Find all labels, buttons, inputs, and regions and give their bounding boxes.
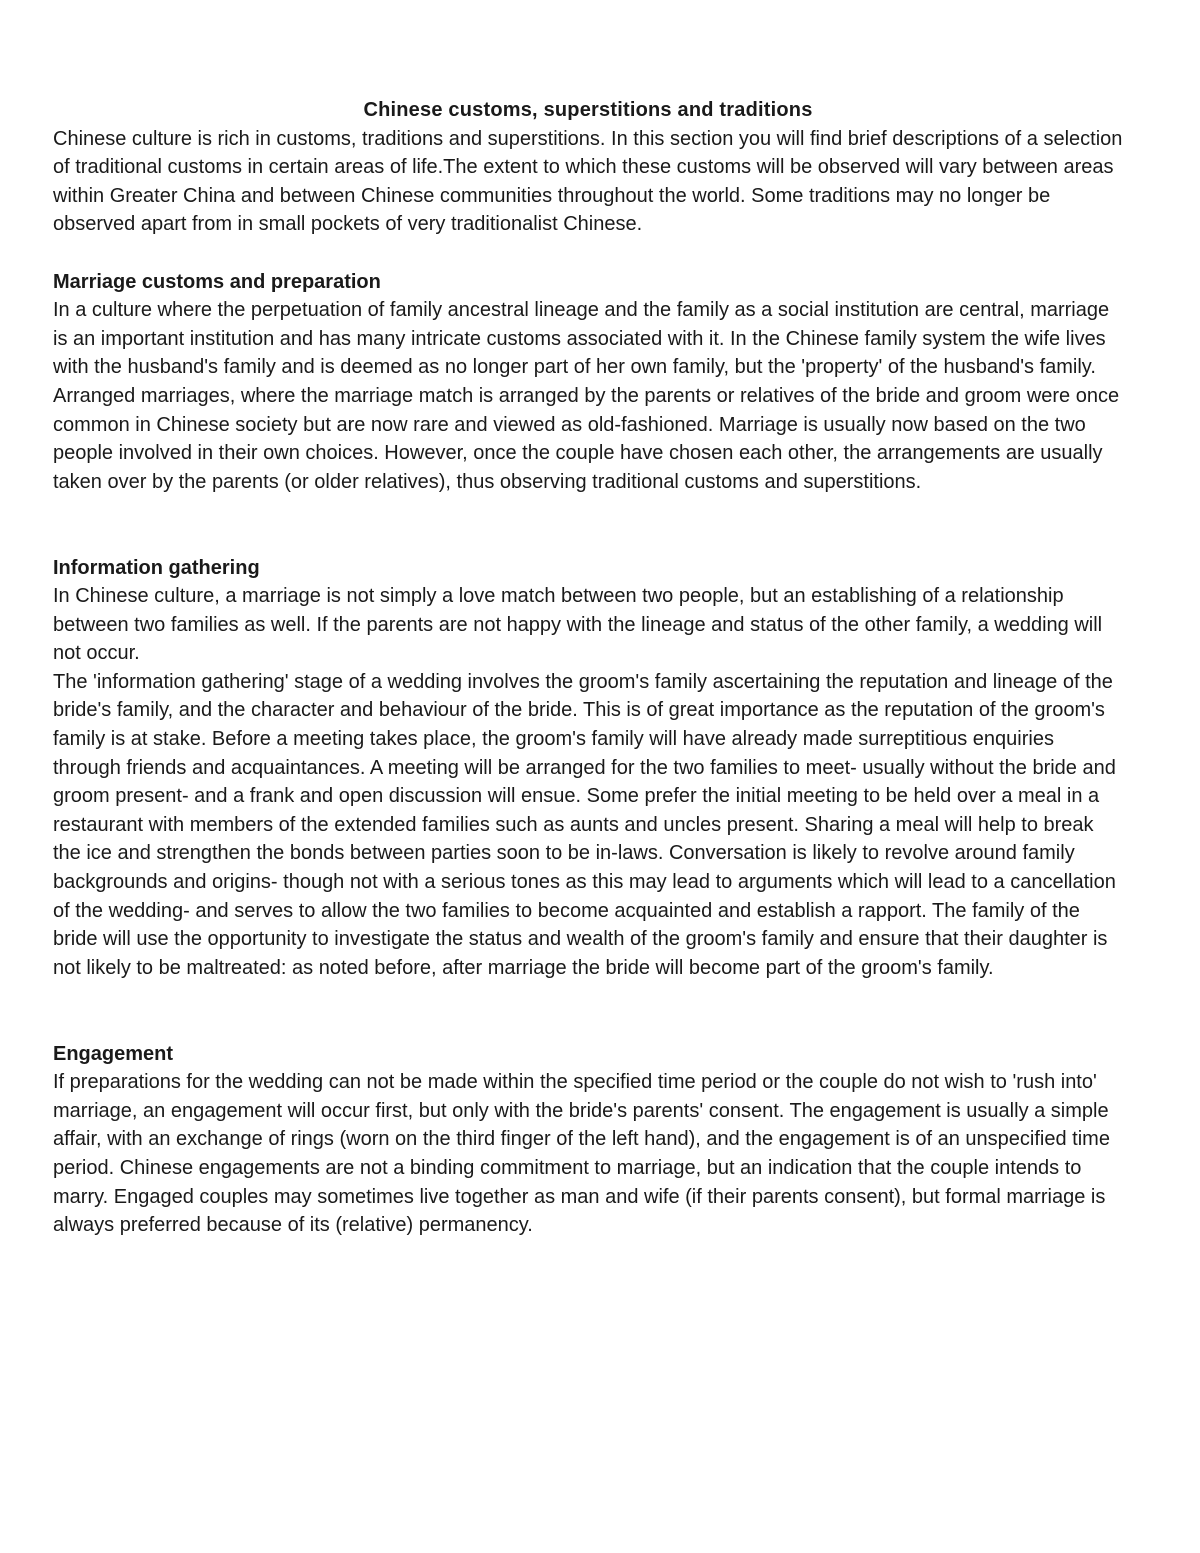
document-page xyxy=(53,96,1123,1240)
section-heading: Information gathering xyxy=(53,556,260,579)
section-information-gathering xyxy=(53,554,1123,983)
section-engagement xyxy=(53,1040,1123,1240)
spacer xyxy=(53,239,1123,268)
document-title: Chinese customs, superstitions and traditions xyxy=(363,99,813,121)
paragraph: In a culture where the perpetuation of family ancestral lineage and the family as a social institution are central, marriage is an important institution and has many intricate customs associated with it. In the Chinese family system the wife lives with the husband's family and is deemed as no longer part of her own family, but the 'property' of the husband's family. xyxy=(53,299,1110,379)
section-marriage-customs xyxy=(53,268,1123,497)
spacer xyxy=(53,982,1123,1039)
intro-paragraph: Chinese culture is rich in customs, traditions and superstitions. In this section you will find brief descriptions of a selection of traditional customs in certain areas of life.The extent to which these customs will be observed will vary between areas within Greater China and between Chinese communities throughout the world. Some traditions may no longer be observed apart from in small pockets of very traditionalist Chinese. xyxy=(53,127,1123,236)
paragraph: Arranged marriages, where the marriage match is arranged by the parents or relatives of the bride and groom were once common in Chinese society but are now rare and viewed as old-fashioned. Marriage is usually now based on the two people involved in their own choices. However, once the couple have chosen each other, the arrangements are usually taken over by the parents (or older relatives), thus observing traditional customs and superstitions. xyxy=(53,384,1120,493)
section-heading: Marriage customs and preparation xyxy=(53,270,381,293)
spacer xyxy=(53,496,1123,553)
paragraph: The 'information gathering' stage of a wedding involves the groom's family ascertaining the reputation and lineage of the bride's family, and the character and behaviour of the bride. This is of great importance as the reputation of the groom's family is at stake. Before a meeting takes place, the groom's family will have already made surreptitious enquiries through friends and acquaintances. A meeting will be arranged for the two families to meet- usually without the bride and groom present- and a frank and open discussion will ensue. Some prefer the initial meeting to be held over a meal in a restaurant with members of the extended families such as aunts and uncles present. Sharing a meal will help to break the ice and strengthen the bonds between parties soon to be in-laws. Conversation is likely to revolve around family backgrounds and origins- though not with a serious tones as this may lead to arguments which will lead to a cancellation of the wedding- and serves to allow the two families to become acquainted and establish a rapport. The family of the bride will use the opportunity to investigate the status and wealth of the groom's family and ensure that their daughter is not likely to be maltreated: as noted before, after marriage the bride will become part of the groom's family. xyxy=(53,670,1116,979)
section-heading: Engagement xyxy=(53,1042,174,1065)
paragraph: If preparations for the wedding can not be made within the specified time period or the couple do not wish to 'rush into' marriage, an engagement will occur first, but only with the bride's parents' consent. The engagement is usually a simple affair, with an exchange of rings (worn on the third finger of the left hand), and the engagement is of an unspecified time period. Chinese engagements are not a binding commitment to marriage, but an indication that the couple intends to marry. Engaged couples may sometimes live together as man and wife (if their parents consent), but formal marriage is always preferred because of its (relative) permanency. xyxy=(53,1071,1110,1237)
paragraph: In Chinese culture, a marriage is not simply a love match between two people, but an establishing of a relationship between two families as well. If the parents are not happy with the lineage and status of the other family, a wedding will not occur. xyxy=(53,585,1103,665)
